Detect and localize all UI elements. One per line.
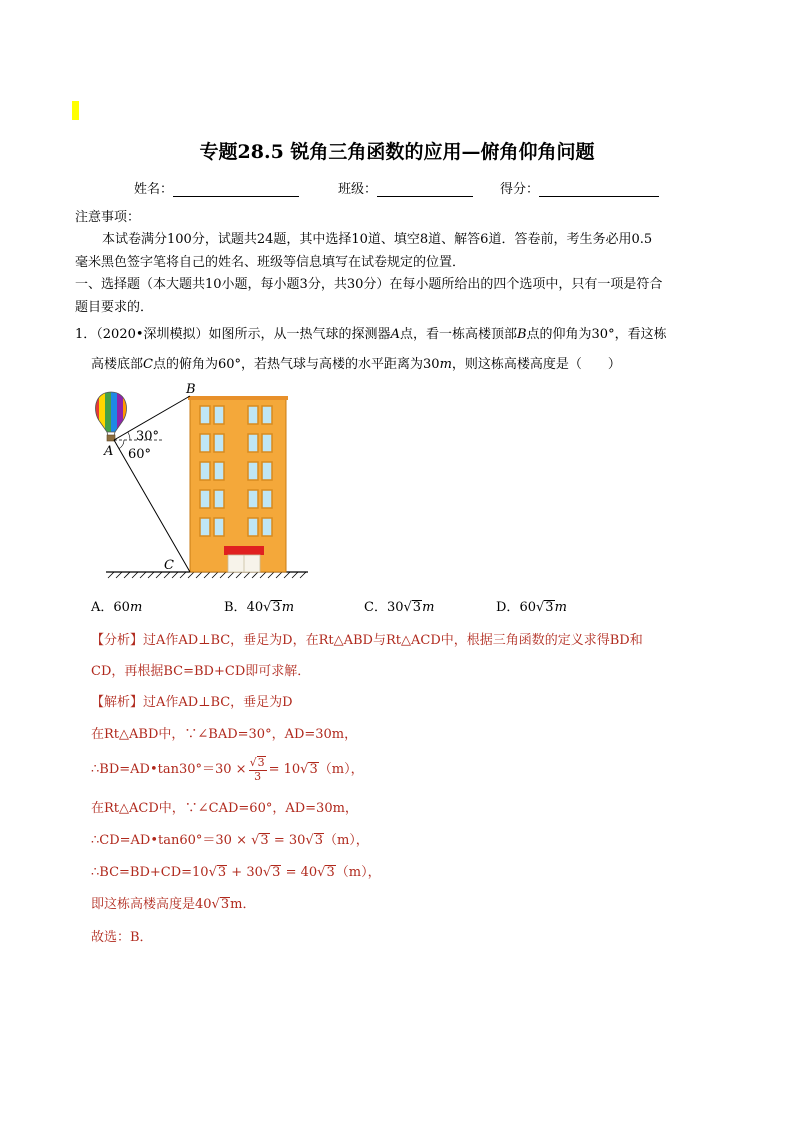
option-coef: 60 [519, 600, 536, 615]
solution-text: 过A作AD⊥BC，垂足为D [143, 695, 293, 710]
option-unit: m [129, 600, 143, 615]
solution-text: m． [230, 897, 256, 912]
question-text: 点，看一栋高楼顶部 [399, 327, 517, 342]
solution-line8: 故选：B． [91, 930, 153, 945]
analysis-text: 过A作AD⊥BC，垂足为D，在Rt△ABD与Rt△ACD中，根据三角函数的定义求得BD和 [143, 633, 643, 648]
point-label: C [143, 357, 153, 372]
solution-text: ∴CD=AD•tan60°＝30 × [91, 833, 247, 848]
radicand: 3 [314, 833, 323, 848]
option-coef: 40 [246, 600, 264, 615]
solution-text: = 30 [273, 833, 306, 848]
solution-line4: 在Rt△ACD中，∵∠CAD=60°，AD=30m， [91, 801, 358, 816]
option-radicand: 3 [545, 600, 554, 615]
solution-text: = 40 [285, 865, 318, 880]
class-label: 班级： [338, 182, 378, 197]
option-coef: 30 [386, 600, 404, 615]
solution-line6: ∴BC=BD+CD=10√3 + 30√3 = 40√3（m）， [91, 865, 381, 880]
radicand: 3 [217, 865, 227, 880]
question-text: 点的俯角为60°，若热气球与高楼的水平距离为30 [152, 357, 440, 372]
option-unit: m [281, 600, 295, 615]
option-radicand: 3 [412, 600, 422, 615]
section-heading-line1: 一、选择题（本大题共10小题，每小题3分，共30分）在每小题所给出的四个选项中，只有一项是符合 [75, 277, 663, 292]
highlight-marker [72, 101, 79, 120]
radicand: 3 [309, 762, 318, 778]
question-source: （2020•深圳模拟） [96, 327, 209, 342]
balloon-building-figure [90, 380, 320, 585]
line-ac [114, 440, 190, 572]
unit-label: m [439, 357, 452, 372]
name-label: 姓名： [134, 182, 174, 197]
point-c-label: C [164, 558, 174, 573]
notice-heading: 注意事项： [75, 210, 141, 225]
score-blank [539, 182, 659, 197]
solution-text: ∴BD=AD•tan30°＝30 × [91, 762, 247, 778]
fraction-sqrt3-over-3: $\frac{√3}{3}$ [249, 756, 265, 783]
point-a-label: A [104, 444, 114, 459]
solution-text: （m）， [318, 762, 364, 778]
angle-arc-down [119, 440, 124, 449]
solution-text: 即这栋高楼高度是40 [91, 897, 212, 912]
question-number: 1． [75, 327, 97, 342]
question-text: ，则这栋高楼高度是（ ） [451, 357, 621, 372]
solution-line3: ∴BD=AD•tan30°＝30 × $\frac{√3}{3}$ = 10√3（m）， [91, 756, 364, 783]
option-unit: m [422, 600, 435, 615]
solution-text: + 30 [231, 865, 263, 880]
point-label: A [390, 327, 400, 342]
option-letter: A． [91, 600, 114, 615]
question-line2 [91, 353, 621, 372]
score-label: 得分： [500, 182, 540, 197]
analysis-line2: CD，再根据BC=BD+CD即可求解． [91, 664, 311, 679]
page-title: 专题28.5 锐角三角函数的应用—俯角仰角问题 [199, 141, 595, 163]
point-b-label: B [186, 382, 196, 397]
radicand: 3 [220, 897, 230, 912]
option-c[interactable]: C．30√3m [364, 600, 435, 615]
score-field [500, 178, 659, 197]
question-text: 如图所示，从一热气球的探测器 [208, 327, 391, 342]
solution-line2: 在Rt△ABD中，∵∠BAD=30°，AD=30m， [91, 727, 358, 742]
point-label: B [516, 327, 527, 342]
analysis-tag: 【分析】 [91, 633, 144, 648]
solution-line7: 即这栋高楼高度是40√3m． [91, 897, 256, 912]
option-letter: D． [496, 600, 520, 615]
option-d[interactable]: D．60√3m [496, 600, 567, 615]
notice-line2: 毫米黑色签字笔将自己的姓名、班级等信息填写在试卷规定的位置． [75, 255, 466, 270]
building [188, 396, 288, 572]
radicand: 3 [326, 865, 335, 880]
solution-text: （m）， [323, 833, 369, 848]
ground-hatching [108, 572, 306, 578]
name-field [134, 178, 299, 197]
radicand: 3 [272, 865, 281, 880]
class-field [338, 178, 473, 197]
option-letter: C． [364, 600, 387, 615]
angle-arc-up [128, 432, 130, 440]
question-text: 点的仰角为30°，看这栋 [526, 327, 667, 342]
analysis-line1 [91, 629, 643, 648]
solution-line5: ∴CD=AD•tan60°＝30 × √3 = 30√3（m）， [91, 833, 369, 848]
class-blank [377, 182, 473, 197]
option-letter: B． [224, 600, 247, 615]
option-radicand: 3 [272, 600, 281, 615]
option-a[interactable] [91, 596, 142, 615]
solution-text: = 10 [268, 762, 301, 778]
notice-line1: 本试卷满分100分，试题共24题，其中选择10道、填空8道、解答6道．答卷前，考生务必用0.5 [102, 232, 653, 247]
section-heading-line2: 题目要求的． [75, 300, 154, 315]
solution-line1 [91, 691, 293, 710]
solution-tag: 【解析】 [91, 695, 144, 710]
option-unit: m [554, 600, 567, 615]
solution-text: ∴BC=BD+CD=10 [91, 865, 209, 880]
angle-label-30: 30° [136, 429, 160, 444]
frac-numerator: 3 [257, 756, 265, 769]
radicand: 3 [260, 833, 269, 848]
option-coef: 60 [113, 600, 130, 615]
frac-denominator: 3 [254, 769, 262, 783]
angle-label-60: 60° [128, 447, 152, 462]
question-text: 高楼底部 [91, 357, 144, 372]
question-line1 [75, 323, 667, 342]
name-blank [173, 182, 299, 197]
solution-text: （m）， [335, 865, 381, 880]
option-b[interactable]: B．40√3m [224, 600, 295, 615]
